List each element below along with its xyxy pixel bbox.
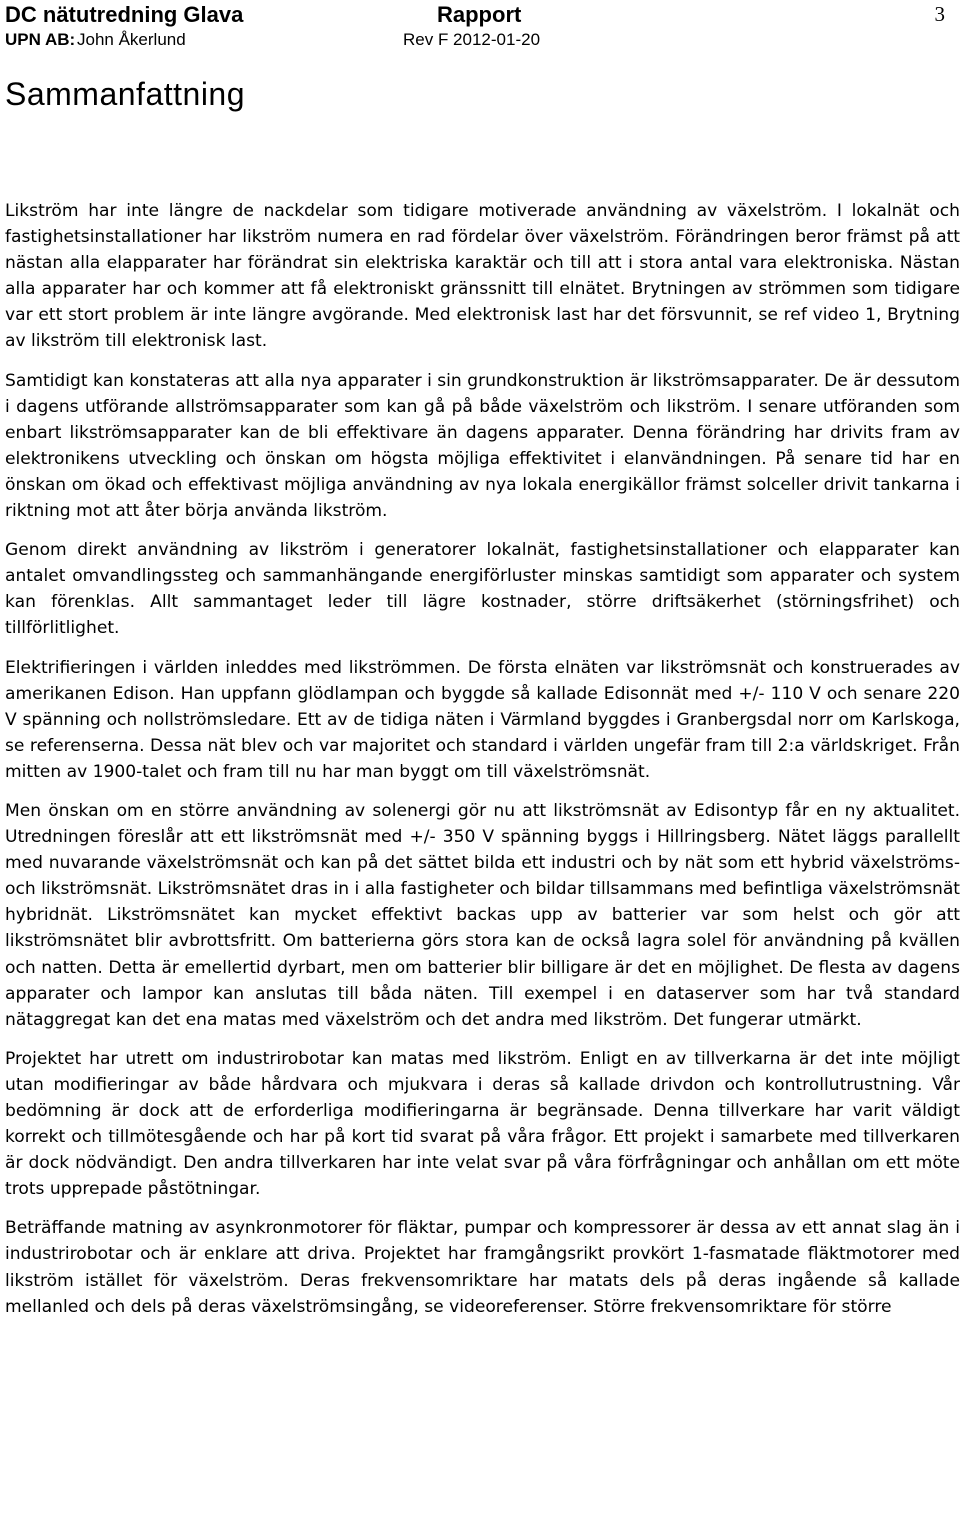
paragraph-1: Likström har inte längre de nackdelar som tidigare motiverade användning av växelström. I lokalnät och fastighetsinstallationer har likström numera en rad fördelar över växelström. Förändringen beror främst på att nästan alla elapparater har förändrat sin elektriska karaktär och till att i stora antal vara elektroniska. Nästan alla apparater har och kommer att få elektroniskt gränssnitt till elnätet. Brytningen av strömmen som tidigare var ett stort problem är inte längre avgörande. Med elektronisk last har det försvunnit, se ref video 1, Brytning av likström till elektronisk last.: [5, 201, 960, 352]
paragraph-3: Genom direkt användning av likström i generatorer lokalnät, fastighetsinstallationer och elapparater kan antalet omvandlingssteg och sammanhängande energiförluster minskas samtidigt som apparater och system kan förenklas. Allt sammantaget leder till lägre kostnader, större driftsäkerhet (störningsfrihet) och tillförlitlighet.: [5, 540, 960, 639]
paragraph-5: Men önskan om en större användning av solenergi gör nu att likströmsnät av Edisontyp får en ny aktualitet. Utredningen föreslår att ett likströmsnät med +/- 350 V spänning byggs i Hillringsberg. Nätet läggs parallellt med nuvarande växelströmsnät och kan på det sättet bilda ett industri och by nät som ett hybrid växelströms- och likströmsnät. Likströmsnätet dras in i alla fastigheter och bildar tillsammans med befintliga växelströmsnät hybridnät. Likströmsnätet kan mycket effektivt backas upp av batterier var som helst och gör att likströmsnätet blir avbrottsfritt. Om batterierna görs stora kan de också lagra solel för användning på kvällen och natten. Detta är emellertid dyrbart, men om batterier blir billigare är det en möjlighet. De flesta av dagens apparater och lampor kan anslutas till båda näten. Till exempel i en dataserver som har två standard nätaggregat kan det ena matas med växelström och det andra med likström. Det fungerar utmärkt.: [5, 800, 960, 1030]
header-row-top: [5, 2, 955, 30]
summary-body: [5, 198, 960, 1333]
paragraph-2: Samtidigt kan konstateras att alla nya apparater i sin grundkonstruktion är likströmsapparater. De är dessutom i dagens utförande allströmsapparater som kan gå på både växelström och likström. I senare utföranden som enbart likströmsapparater kan de bli effektivare än dagens apparater. Denna förändring har drivits fram av elektronikens utveckling och önskan om högsta möjliga effektivitet i elanvändningen. På senare tid har en önskan om ökad och effektivast möjliga användning av nya lokala energikällor främst solceller drivit tankarna i riktning mot att åter börja använda likström.: [5, 370, 960, 522]
company-label: UPN AB:: [5, 30, 76, 49]
report-label: Rapport: [437, 2, 522, 27]
page-header: [5, 2, 955, 56]
paragraph-7: Beträffande matning av asynkronmotorer för fläktar, pumpar och kompressorer är dessa av ett annat slag än i industrirobotar och är enklare att driva. Projektet har framgångsrikt provkört 1-fasmatade fläktmotorer med likström istället för växelström. Deras frekvensomriktare har matats dels på deras ingående så kallade mellanled och dels på deras växelströmsingång, se videoreferenser. Större frekvensomriktare för större: [5, 1218, 960, 1317]
header-row-bottom: [5, 30, 955, 54]
document-title: DC nätutredning Glava: [5, 2, 244, 27]
paragraph-4: Elektrifieringen i världen inleddes med likströmmen. De första elnäten var likströmsnät och konstruerades av amerikanen Edison. Han uppfann glödlampan och byggde så kallade Edisonnät med +/- 110 V och senare 220 V spänning och nollströmsledare. Ett av de tidiga näten i Värmland byggdes i Granbergsdal norr om Karlskoga, se referenserna. Dessa nät blev och var majoritet och standard i världen ungefär fram till 2:a världskriget. Från mitten av 1900-talet och fram till nu har man byggt om till växelströmsnät.: [5, 657, 960, 782]
section-title: Sammanfattning: [5, 76, 246, 112]
page-number: 3: [934, 2, 945, 26]
author-name: John Åkerlund: [77, 30, 186, 49]
revision-date: Rev F 2012-01-20: [403, 30, 541, 49]
paragraph-6: Projektet har utrett om industrirobotar kan matas med likström. Enligt en av tillverkarna är det inte möjligt utan modifieringar av både hårdvara och mjukvara i deras så kallade drivdon och kontrollutrustning. Vår bedömning är dock att de erforderliga modifieringarna är begränsade. Denna tillverkare har varit väldigt korrekt och tillmötesgående och har på kort tid svarat på våra frågor. Ett projekt i samarbete med tillverkaren är dock nödvändigt. Den andra tillverkaren har inte velat svar på våra förfrågningar och anhållan om ett möte trots upprepade påstötningar.: [5, 1048, 960, 1200]
